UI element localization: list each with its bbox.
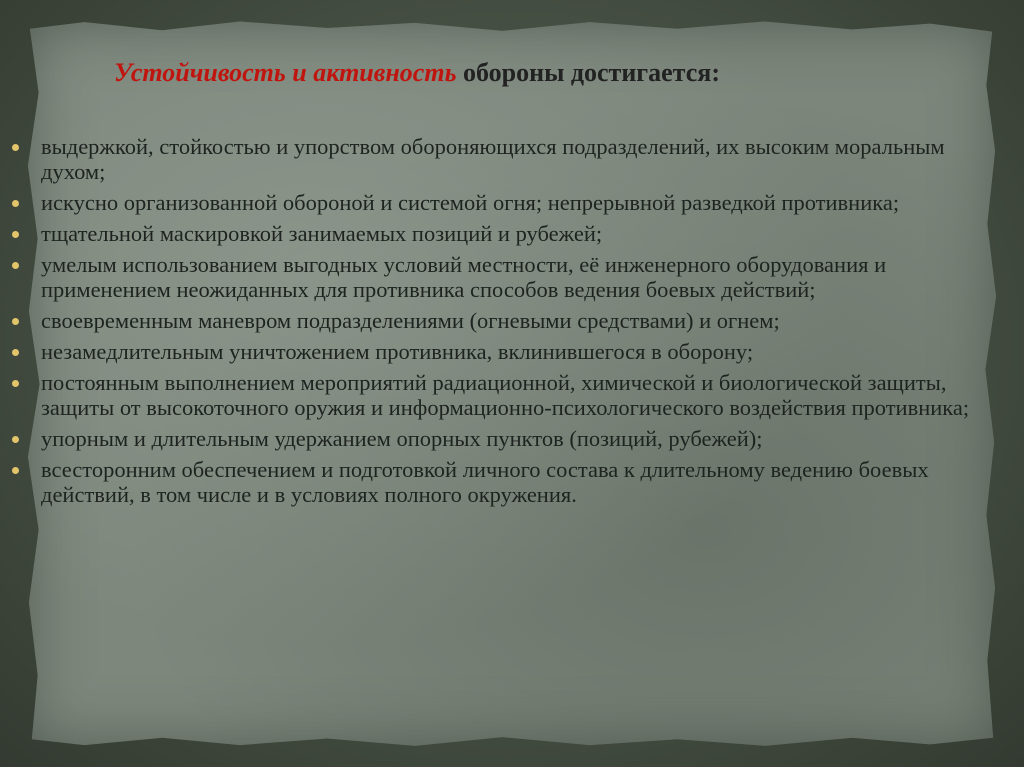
bullet-dot-icon <box>12 144 19 151</box>
bullet-text: постоянным выполнением мероприятий радиационной, химической и биологической защиты, защиты от высокоточного оружия и информационно-психологического воздействия противника; <box>41 370 970 420</box>
bullet-item <box>10 426 980 451</box>
bullet-text: всесторонним обеспечением и подготовкой личного состава к длительному ведению боевых действий, в том числе и в условиях полного окружения. <box>41 457 929 507</box>
bullet-item <box>10 370 980 420</box>
bullet-dot-icon <box>12 380 19 387</box>
bullet-dot-icon <box>12 467 19 474</box>
bullet-list <box>10 134 980 513</box>
bullet-text: упорным и длительным удержанием опорных пунктов (позиций, рубежей); <box>41 426 763 451</box>
bullet-dot-icon <box>12 200 19 207</box>
bullet-dot-icon <box>12 436 19 443</box>
slide-title <box>114 58 974 88</box>
bullet-dot-icon <box>12 231 19 238</box>
bullet-text: искусно организованной обороной и системой огня; непрерывной разведкой противника; <box>41 190 900 215</box>
bullet-item <box>10 252 980 302</box>
bullet-item <box>10 457 980 507</box>
bullet-item <box>10 221 980 246</box>
bullet-dot-icon <box>12 318 19 325</box>
bullet-item <box>10 339 980 364</box>
bullet-dot-icon <box>12 349 19 356</box>
bullet-text: выдержкой, стойкостью и упорством обороняющихся подразделений, их высоким моральным духом; <box>41 134 945 184</box>
title-accent: Устойчивость и активность <box>114 58 457 87</box>
bullet-text: своевременным маневром подразделениями (огневыми средствами) и огнем; <box>41 308 780 333</box>
bullet-item <box>10 308 980 333</box>
bullet-text: умелым использованием выгодных условий местности, её инженерного оборудования и применением неожиданных для противника способов ведения боевых действий; <box>41 252 887 302</box>
bullet-item <box>10 134 980 184</box>
bullet-text: тщательной маскировкой занимаемых позиций и рубежей; <box>41 221 603 246</box>
bullet-text: незамедлительным уничтожением противника, вклинившегося в оборону; <box>41 339 754 364</box>
bullet-item <box>10 190 980 215</box>
bullet-dot-icon <box>12 262 19 269</box>
title-rest: обороны достигается: <box>456 58 721 87</box>
